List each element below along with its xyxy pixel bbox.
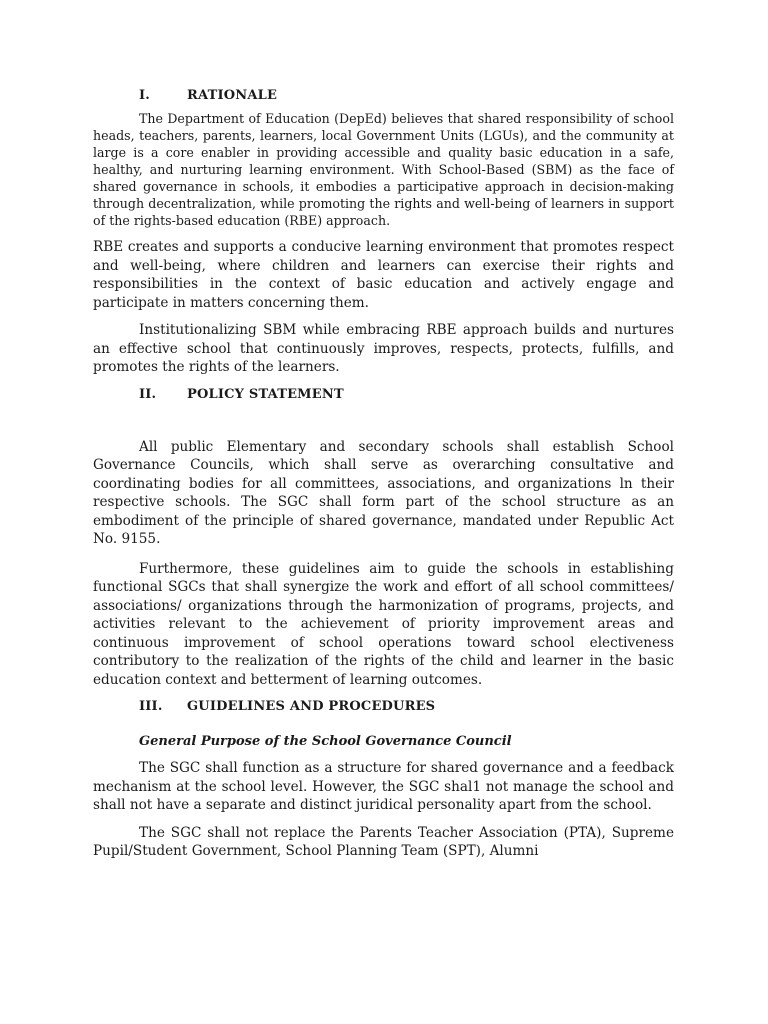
section-number: I. [139,88,151,103]
policy-paragraph-2: Furthermore, these guidelines aim to guide the schools in establishing functional SGCs that shall synergize the work and effort of all school committees/ associations/ organizations through the harmonization of programs, projects, and activities relevant to the achievement of priority improvement areas and continuous improvement of school operations toward school electiveness contributory to the realization of the rights of the child and learner in the basic education context and betterment of learning outcomes. [93,560,674,688]
policy-paragraph-1: All public Elementary and secondary schools shall establish School Governance Councils, which shall serve as overarching consultative and coordinating bodies for all committees, associations, and organizations ln their respective schools. The SGC shall form part of the school structure as an embodiment of the principle of shared governance, mandated under Republic Act No. 9155. [93,438,674,547]
guidelines-paragraph-2: The SGC shall not replace the Parents Teacher Association (PTA), Supreme Pupil/Student Government, School Planning Team (SPT), Alumni [93,824,674,859]
subsection-heading: General Purpose of the School Governance Council [139,734,512,749]
document-page [93,86,674,861]
guidelines-paragraph-1: The SGC shall function as a structure for shared governance and a feedback mechanism at the school level. However, the SGC shal1 not manage the school and shall not have a separate and distinct juridical personality apart from the school. [93,760,674,813]
section-number: II. [139,386,157,402]
section-title: GUIDELINES AND PROCEDURES [187,699,436,714]
section-title: POLICY STATEMENT [187,386,344,402]
section-heading-guidelines [93,699,674,714]
section-heading-rationale [93,88,674,103]
rationale-paragraph-3: Institutionalizing SBM while embracing RBE approach builds and nurtures an effective school that continuously improves, respects, protects, fulfills, and promotes the rights of the learners. [93,322,674,375]
rationale-paragraph-2: RBE creates and supports a conducive learning environment that promotes respect and well-being, where children and learners can exercise their rights and responsibilities in the context of basic education and actively engage and participate in matters concerning them. [93,239,674,311]
section-title: RATIONALE [187,88,278,103]
rationale-paragraph-1: The Department of Education (DepEd) believes that shared responsibility of school heads, teachers, parents, learners, local Government Units (LGUs), and the community at large is a core enabler in providing accessible and quality basic education in a safe, healthy, and nurturing learning environment. With School-Based (SBM) as the face of shared governance in schools, it embodies a participative approach in decision-making through decentralization, while promoting the rights and well-being of learners in support of the rights-based education (RBE) approach. [93,111,674,228]
section-number: III. [139,699,163,714]
section-heading-policy [93,387,674,402]
